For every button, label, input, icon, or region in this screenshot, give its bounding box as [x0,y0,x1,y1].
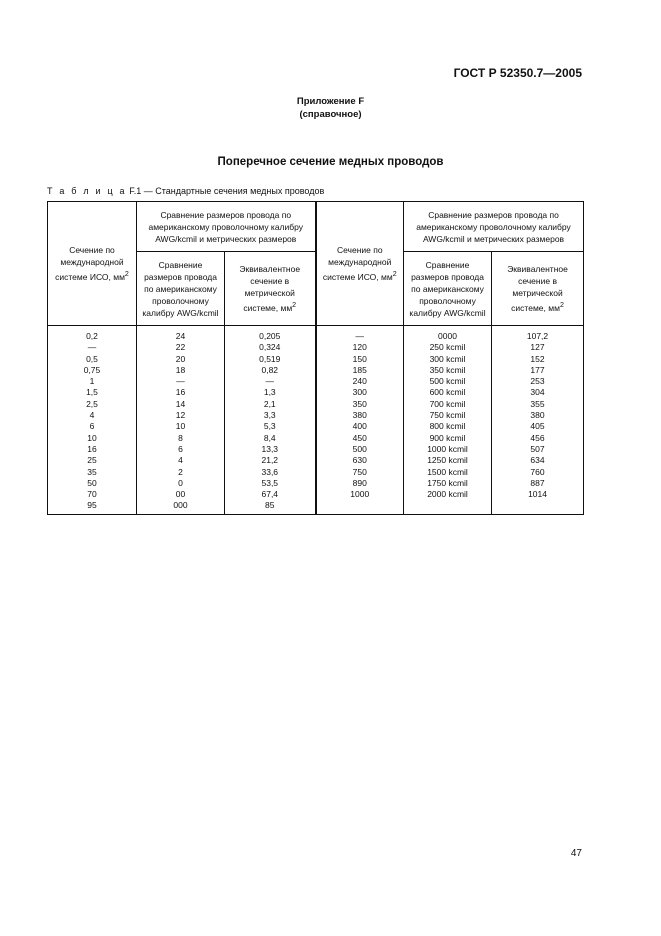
table-row [48,342,584,353]
cell-iso-section-right: 150 [316,354,404,365]
cell-awg-left: 12 [137,410,225,421]
cell-awg-left: 16 [137,387,225,398]
cell-iso-section-left: 70 [48,489,137,500]
cell-awg-right: 1000 kcmil [404,444,492,455]
cell-iso-section-left: 0,5 [48,354,137,365]
cell-awg-right: 600 kcmil [404,387,492,398]
cell-iso-section-right: 350 [316,399,404,410]
cell-awg-right: 1750 kcmil [404,478,492,489]
cell-iso-section-left: 6 [48,421,137,432]
cell-awg-right: 750 kcmil [404,410,492,421]
cell-awg-right: 800 kcmil [404,421,492,432]
cell-equiv-left: 5,3 [225,421,316,432]
header-awg-right: Сравнение размеров провода по американскому проволочному калибру AWG/kcmil [404,252,492,326]
cell-awg-left: 4 [137,455,225,466]
cell-iso-section-left: 1,5 [48,387,137,398]
cell-awg-left: 2 [137,467,225,478]
cell-equiv-left: 33,6 [225,467,316,478]
cell-awg-left: 000 [137,500,225,514]
cell-awg-right: 250 kcmil [404,342,492,353]
table-row [48,478,584,489]
table-row [48,433,584,444]
cell-equiv-right: 405 [492,421,584,432]
cell-iso-section-right: 240 [316,376,404,387]
cell-iso-section-right: 380 [316,410,404,421]
cell-iso-section-left: 50 [48,478,137,489]
table-row [48,500,584,514]
caption-text: — Стандартные сечения медных проводов [141,186,325,196]
table-row [48,489,584,500]
cell-equiv-right: 107,2 [492,326,584,343]
cell-equiv-right: 355 [492,399,584,410]
cell-equiv-left: 3,3 [225,410,316,421]
cell-equiv-left: — [225,376,316,387]
table-row [48,455,584,466]
cell-iso-section-left: 1 [48,376,137,387]
cell-iso-section-left: — [48,342,137,353]
table-caption [47,186,324,196]
cell-awg-left: 22 [137,342,225,353]
document-code: ГОСТ Р 52350.7—2005 [453,66,582,80]
header-equiv-right: Эквивалентное сечение в метрической системе, $мм^2$ [492,252,584,326]
cell-iso-section-right: 1000 [316,489,404,500]
cell-awg-right [404,500,492,514]
cell-equiv-left: 53,5 [225,478,316,489]
cell-awg-left: 10 [137,421,225,432]
cell-equiv-right: 760 [492,467,584,478]
cell-awg-right: 500 kcmil [404,376,492,387]
cell-iso-section-right [316,500,404,514]
cell-iso-section-left: 10 [48,433,137,444]
table-row [48,421,584,432]
cell-iso-section-left: 35 [48,467,137,478]
table-row [48,326,584,343]
cell-equiv-left: 8,4 [225,433,316,444]
cell-iso-section-left: 4 [48,410,137,421]
cell-equiv-left: 0,82 [225,365,316,376]
cell-equiv-right [492,500,584,514]
cell-equiv-right: 1014 [492,489,584,500]
table-body [48,326,584,515]
cell-iso-section-right: 185 [316,365,404,376]
cell-awg-right: 1250 kcmil [404,455,492,466]
cell-awg-left: 6 [137,444,225,455]
cell-iso-section-left: 0,2 [48,326,137,343]
cell-equiv-right: 253 [492,376,584,387]
cell-iso-section-right: — [316,326,404,343]
cell-awg-left: 20 [137,354,225,365]
cell-iso-section-right: 120 [316,342,404,353]
header-equiv-left: Эквивалентное сечение в метрической системе, $мм^2$ [225,252,316,326]
header-comparison-group-right: Сравнение размеров провода по американскому проволочному калибру AWG/kcmil и метрических размеров [404,202,584,252]
cell-awg-left: 14 [137,399,225,410]
header-comparison-group-left: Сравнение размеров провода по американскому проволочному калибру AWG/kcmil и метрических размеров [137,202,316,252]
wire-sections-table [47,201,584,515]
cell-awg-right: 300 kcmil [404,354,492,365]
table-row [48,354,584,365]
cell-iso-section-right: 300 [316,387,404,398]
cell-equiv-left: 1,3 [225,387,316,398]
appendix-heading [0,95,661,121]
appendix-subtitle: (справочное) [299,109,362,120]
header-iso-section-left: Сечение по международной системе ИСО, $мм^2$ [48,202,137,326]
cell-iso-section-right: 450 [316,433,404,444]
cell-equiv-right: 456 [492,433,584,444]
cell-equiv-right: 507 [492,444,584,455]
cell-iso-section-right: 750 [316,467,404,478]
caption-label: Т а б л и ц а [47,186,127,196]
cell-awg-left: 0 [137,478,225,489]
table-row [48,444,584,455]
cell-awg-left: 8 [137,433,225,444]
header-awg-left: Сравнение размеров провода по американскому проволочному калибру AWG/kcmil [137,252,225,326]
cell-equiv-right: 127 [492,342,584,353]
section-title: Поперечное сечение медных проводов [217,156,444,168]
cell-awg-right: 350 kcmil [404,365,492,376]
cell-awg-right: 1500 kcmil [404,467,492,478]
cell-iso-section-right: 630 [316,455,404,466]
table-row [48,387,584,398]
cell-equiv-right: 634 [492,455,584,466]
cell-equiv-left: 85 [225,500,316,514]
cell-iso-section-right: 500 [316,444,404,455]
cell-equiv-left: 0,519 [225,354,316,365]
cell-iso-section-left: 16 [48,444,137,455]
cell-iso-section-right: 400 [316,421,404,432]
table-row [48,399,584,410]
cell-equiv-right: 152 [492,354,584,365]
cell-equiv-left: 67,4 [225,489,316,500]
cell-iso-section-left: 25 [48,455,137,466]
cell-iso-section-left: 0,75 [48,365,137,376]
cell-equiv-left: 21,2 [225,455,316,466]
cell-equiv-left: 0,324 [225,342,316,353]
cell-equiv-right: 380 [492,410,584,421]
table-row [48,467,584,478]
cell-equiv-right: 177 [492,365,584,376]
cell-awg-right: 700 kcmil [404,399,492,410]
cell-awg-left: 24 [137,326,225,343]
cell-equiv-right: 304 [492,387,584,398]
cell-equiv-left: 2,1 [225,399,316,410]
caption-number: F.1 [129,186,142,196]
page-number: 47 [570,848,582,859]
cell-equiv-left: 0,205 [225,326,316,343]
cell-equiv-right: 887 [492,478,584,489]
cell-awg-right: 2000 kcmil [404,489,492,500]
table-row [48,376,584,387]
appendix-title: Приложение F [296,96,365,107]
cell-awg-left: — [137,376,225,387]
cell-iso-section-left: 95 [48,500,137,514]
cell-awg-right: 900 kcmil [404,433,492,444]
cell-awg-left: 00 [137,489,225,500]
cell-equiv-left: 13,3 [225,444,316,455]
cell-awg-left: 18 [137,365,225,376]
cell-awg-right: 0000 [404,326,492,343]
header-iso-section-right: Сечение по международной системе ИСО, $мм^2$ [316,202,404,326]
table-row [48,365,584,376]
cell-iso-section-left: 2,5 [48,399,137,410]
table-row [48,410,584,421]
cell-iso-section-right: 890 [316,478,404,489]
